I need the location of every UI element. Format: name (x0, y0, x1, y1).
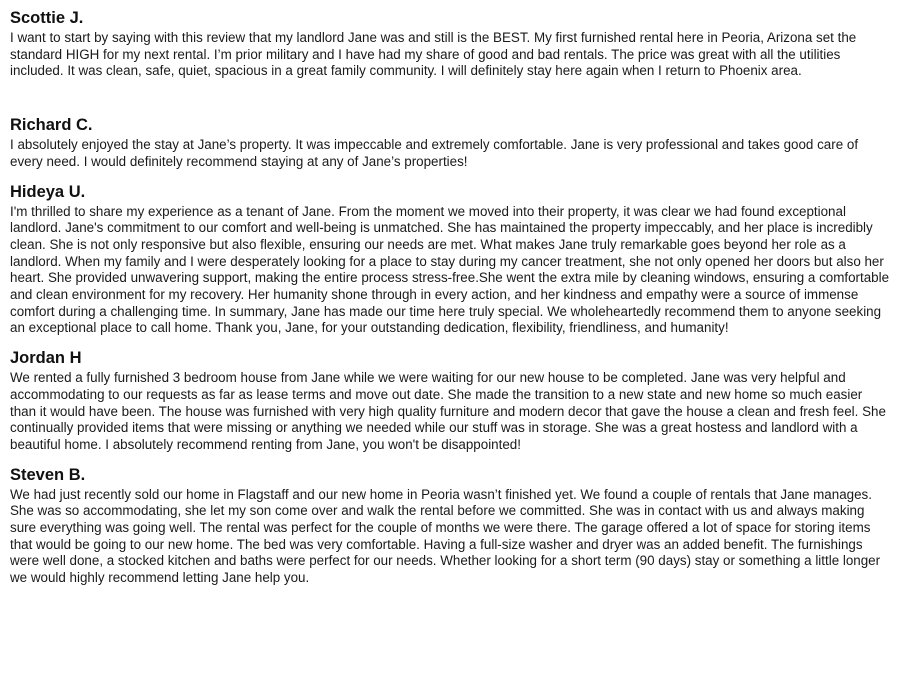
review-text: I absolutely enjoyed the stay at Jane’s property. It was impeccable and extremely comfortable. Jane is very professional and takes good care of every need. I would definitely recommend staying at any of Jane’s properties! (10, 137, 859, 169)
review-text: We rented a fully furnished 3 bedroom house from Jane while we were waiting for our new house to be completed. Jane was very helpful and accommodating to our requests as far as lease terms and move out date. She made the transition to a new state and new home so much easier than it would have been. The house was furnished with very high quality furniture and modern decor that gave the house a clean and fresh feel. She continually provided items that were missing or anything we needed while our stuff was in storage. She was a great hostess and landlord with a beautiful home. I absolutely recommend renting from Jane, you won't be disappointed! (10, 370, 886, 452)
review-text: I'm thrilled to share my experience as a tenant of Jane. From the moment we moved into their property, it was clear we had found exceptional landlord. Jane's commitment to our comfort and well-being is unmatched. She has maintained the property impeccably, and her place is incredibly clean. She is not only responsive but also flexible, ensuring our needs are met. What makes Jane truly remarkable goes beyond her role as a landlord. When my family and I were desperately looking for a place to stay during my cancer treatment, she not only opened her doors but also her heart. She provided unwavering support, making the entire process stress-free.She went the extra mile by cleaning windows, ensuring a comfortable and clean environment for my recovery. Her humanity shone through in every action, and her kindness and empathy were a source of immense comfort during a challenging time. In summary, Jane has made our time here truly special. We wholeheartedly recommend them to anyone seeking an exceptional place to call home. Thank you, Jane, for your outstanding dedication, flexibility, friendliness, and humanity! (10, 203, 890, 336)
reviewer-name: Jordan H (10, 349, 82, 368)
reviewer-name: Steven B. (10, 465, 86, 484)
review-spacer (10, 454, 890, 465)
reviewer-name: Hideya U. (10, 182, 86, 201)
review-item (10, 182, 890, 338)
review-spacer (10, 337, 890, 348)
reviewer-name: Scottie J. (10, 9, 84, 27)
review-item (10, 348, 890, 454)
review-text: We had just recently sold our home in Flagstaff and our new home in Peoria wasn’t finished yet. We found a couple of rentals that Jane manages. She was so accommodating, she let my son come over and walk the rental before we committed. She was in contact with us and always making sure everything was going well. The rental was perfect for the couple of months we were there. The garage offered a lot of space for storing items that would be going to our new home. The bed was very comfortable. Having a full-size washer and dryer was an added benefit. The furnishings were well done, a stocked kitchen and baths were perfect for our needs. Whether looking for a short term (90 days) stay or something a little longer we would highly recommend letting Jane help you. (10, 486, 881, 586)
review-item (10, 8, 890, 80)
review-item (10, 465, 890, 587)
review-text: I want to start by saying with this review that my landlord Jane was and still is the BEST. My first furnished rental here in Peoria, Arizona set the standard HIGH for my next rental. I’m prior military and I have had my share of good and bad rentals. The price was great with all the utilities included. It was clean, safe, quiet, spacious in a great family community. I will definitely stay here again when I return to Phoenix area. (10, 30, 857, 79)
review-spacer (10, 80, 890, 115)
review-item (10, 115, 890, 170)
reviewer-name: Richard C. (10, 116, 93, 135)
review-spacer (10, 171, 890, 182)
